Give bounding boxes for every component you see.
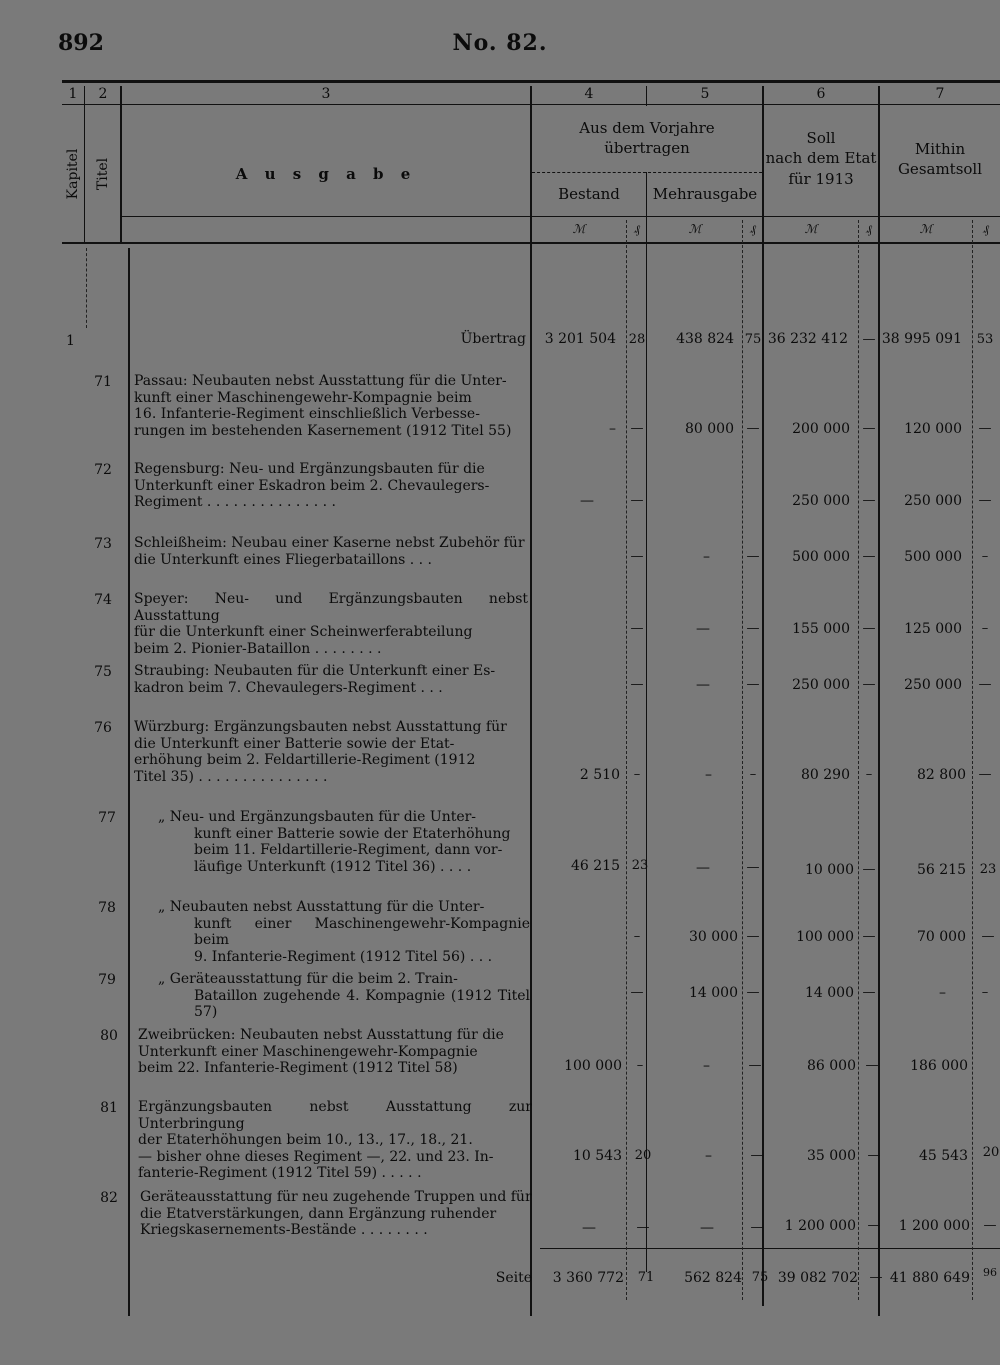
row-soll-pf: — bbox=[867, 1218, 881, 1233]
row-mehr-pf: — bbox=[746, 929, 760, 944]
row-mehr: — bbox=[696, 860, 710, 876]
row-desc-line: Zweibrücken: Neubauten nebst Ausstattung für die bbox=[138, 1027, 504, 1043]
uebertrag-bestand: 3 201 504 bbox=[544, 331, 616, 347]
seite-label: Seite bbox=[495, 1270, 532, 1286]
pf4-dash bbox=[626, 220, 627, 1300]
seite-soll: 39 082 702 bbox=[777, 1270, 858, 1286]
titel-number: 81 bbox=[100, 1100, 118, 1116]
row-gesamt: 186 000 bbox=[910, 1058, 968, 1074]
row-soll-pf: — bbox=[862, 929, 876, 944]
row-soll-pf: – bbox=[865, 767, 873, 782]
row-bestand: – bbox=[609, 421, 616, 437]
row-gesamt: 125 000 bbox=[904, 621, 962, 637]
row-bestand-pf: – bbox=[633, 767, 641, 782]
row-desc-line: beim 2. Pionier-Bataillon . . . . . . . . bbox=[134, 640, 382, 657]
row-gesamt-pf: — bbox=[981, 929, 995, 944]
row-mehr: – bbox=[705, 1148, 712, 1164]
row-gesamt: 70 000 bbox=[917, 929, 966, 945]
row-mehr: 80 000 bbox=[685, 421, 734, 437]
row-desc-line: kunft einer Maschinengewehr-Kompagnie beim bbox=[194, 915, 530, 948]
titel-number: 79 bbox=[98, 972, 116, 988]
col-number: 2 bbox=[98, 86, 108, 102]
row-desc-line: Passau: Neubauten nebst Ausstattung für die Unter- bbox=[134, 373, 507, 389]
row-bestand-pf: — bbox=[630, 677, 644, 692]
row-desc-line: „ Neubauten nebst Ausstattung für die Unter- bbox=[158, 899, 485, 915]
table-row bbox=[158, 971, 530, 988]
row-gesamt: 56 215 bbox=[917, 862, 966, 878]
ausgabe-header: A u s g a b e bbox=[235, 165, 417, 183]
row-desc-line: Schleißheim: Neubau einer Kaserne nebst Zubehör für bbox=[134, 535, 525, 551]
row-desc-line: erhöhung beim 2. Feldartillerie-Regiment (1912 bbox=[134, 752, 476, 768]
row-desc-line: Straubing: Neubauten für die Unterkunft einer Es- bbox=[134, 663, 496, 679]
seite-mehr-pf: 75 bbox=[751, 1270, 769, 1285]
kapitel-header: Kapitel bbox=[65, 148, 81, 200]
titel-number: 80 bbox=[100, 1028, 118, 1044]
row-bestand-pf: — bbox=[630, 493, 644, 508]
row-gesamt-pf: — bbox=[978, 493, 992, 508]
row-desc-line: die Unterkunft eines Fliegerbataillons . . . bbox=[134, 551, 433, 568]
row-desc-line: der Etaterhöhungen beim 10., 13., 17., 18., 21. bbox=[138, 1132, 473, 1148]
row-soll: 500 000 bbox=[792, 549, 850, 565]
titel-number: 71 bbox=[94, 374, 112, 390]
titel-number: 76 bbox=[94, 720, 112, 736]
row-bestand: 10 543 bbox=[573, 1148, 622, 1164]
table-row bbox=[140, 1189, 532, 1239]
row-desc-line: Bataillon zugehende 4. Kompagnie (1912 Titel 57) bbox=[194, 987, 530, 1020]
row-desc-line: läufige Unterkunft (1912 Titel 36) . . . . bbox=[194, 858, 472, 875]
page-number: 892 bbox=[58, 30, 104, 56]
row-mehr-pf: – bbox=[749, 767, 757, 782]
row-soll-pf: — bbox=[862, 862, 876, 877]
row-gesamt-pf: – bbox=[981, 621, 989, 636]
desc-left-rule bbox=[128, 248, 130, 1316]
table-row bbox=[138, 1099, 532, 1182]
col-number: 4 bbox=[584, 86, 594, 102]
row-gesamt-pf: – bbox=[981, 985, 989, 1000]
row-gesamt: 120 000 bbox=[904, 421, 962, 437]
row-desc-line: kunft einer Batterie sowie der Etaterhöhung bbox=[194, 825, 511, 842]
row-mehr-pf: — bbox=[746, 621, 760, 636]
row-soll: 155 000 bbox=[792, 621, 850, 637]
row-mehr: – bbox=[703, 549, 710, 565]
row-desc-line: Würzburg: Ergänzungsbauten nebst Ausstattung für bbox=[134, 719, 507, 735]
row-gesamt: 250 000 bbox=[904, 677, 962, 693]
pfennig-unit: ₰ bbox=[983, 222, 989, 236]
row-mehr: 14 000 bbox=[689, 985, 738, 1001]
mark-unit: ℳ bbox=[919, 222, 933, 236]
row-mehr: 30 000 bbox=[689, 929, 738, 945]
row-mehr-pf: — bbox=[746, 421, 760, 436]
vorjahr-rule bbox=[532, 172, 762, 173]
table-row bbox=[158, 899, 530, 916]
table-row-cont bbox=[194, 916, 530, 966]
table-row bbox=[134, 591, 528, 657]
row-gesamt: 45 543 bbox=[919, 1148, 968, 1164]
row-soll-pf: — bbox=[862, 421, 876, 436]
row-desc-line: Ergänzungsbauten nebst Ausstattung zur Unterbringung bbox=[138, 1099, 532, 1132]
row-desc-line: beim 22. Infanterie-Regiment (1912 Titel 58) bbox=[138, 1060, 458, 1076]
col-divider-4a bbox=[646, 86, 647, 106]
pf5-dash bbox=[742, 220, 743, 1300]
uebertrag-gesamt: 38 995 091 bbox=[881, 331, 962, 347]
row-gesamt-pf: 23 bbox=[979, 862, 997, 877]
mark-unit: ℳ bbox=[688, 222, 702, 236]
table-row-cont bbox=[194, 988, 530, 1021]
row-soll: 86 000 bbox=[807, 1058, 856, 1074]
row-desc-line: Titel 35) . . . . . . . . . . . . . . . bbox=[134, 768, 328, 785]
col-number: 5 bbox=[700, 86, 710, 102]
row-bestand: 100 000 bbox=[564, 1058, 622, 1074]
row-soll-pf: — bbox=[865, 1058, 879, 1073]
uebertrag-mehr-pf: 75 bbox=[744, 332, 762, 347]
col-number: 7 bbox=[935, 86, 945, 102]
uebertrag-soll-pf: — bbox=[862, 332, 876, 347]
row-mehr-pf: — bbox=[748, 1058, 762, 1073]
col-number: 3 bbox=[321, 86, 331, 102]
row-desc-line: kunft einer Maschinengewehr-Kompagnie beim bbox=[134, 389, 472, 406]
row-mehr-pf: — bbox=[750, 1148, 764, 1163]
kapitel-number: 1 bbox=[66, 333, 75, 349]
titel-number: 78 bbox=[98, 900, 116, 916]
row-soll: 14 000 bbox=[805, 985, 854, 1001]
row-desc-line: „ Neu- und Ergänzungsbauten für die Unter- bbox=[158, 809, 477, 825]
row-desc-line: Kriegskasernements-Bestände . . . . . . . . bbox=[140, 1222, 428, 1238]
row-soll-pf: — bbox=[867, 1148, 881, 1163]
page-title: No. 82. bbox=[452, 30, 548, 56]
row-gesamt: 82 800 bbox=[917, 767, 966, 783]
row-soll-pf: — bbox=[862, 549, 876, 564]
pf7-dash bbox=[972, 220, 973, 1300]
row-mehr: — bbox=[696, 621, 710, 637]
row-gesamt: 1 200 000 bbox=[898, 1218, 970, 1234]
row-bestand: — bbox=[582, 1220, 596, 1236]
titel-number: 77 bbox=[98, 810, 116, 826]
titel-number: 73 bbox=[94, 536, 112, 552]
table-row-cont bbox=[194, 826, 530, 876]
row-desc-line: die Etatverstärkungen, dann Ergänzung ruhender bbox=[140, 1205, 497, 1222]
row-bestand-pf: 20 bbox=[634, 1148, 652, 1163]
row-gesamt-pf: – bbox=[981, 549, 989, 564]
row-bestand: 2 510 bbox=[579, 767, 620, 783]
row-bestand-pf: – bbox=[633, 929, 641, 944]
row-bestand-pf: — bbox=[636, 1220, 650, 1235]
uebertrag-soll: 36 232 412 bbox=[767, 331, 848, 347]
row-gesamt-pf: — bbox=[978, 767, 992, 782]
row-desc-line: Regiment . . . . . . . . . . . . . . . bbox=[134, 494, 336, 510]
row-gesamt-pf: 20 bbox=[982, 1145, 1000, 1160]
col-divider-5 bbox=[762, 86, 764, 1306]
row-desc-line: beim 11. Feldartillerie-Regiment, dann vor- bbox=[194, 842, 503, 858]
titel-number: 74 bbox=[94, 592, 112, 608]
seite-bestand: 3 360 772 bbox=[552, 1270, 624, 1286]
table-row bbox=[134, 663, 528, 696]
row-desc-line: Unterkunft einer Eskadron beim 2. Chevaulegers- bbox=[134, 477, 490, 494]
row-soll: 250 000 bbox=[792, 677, 850, 693]
row-soll: 200 000 bbox=[792, 421, 850, 437]
row-desc-line: Regensburg: Neu- und Ergänzungsbauten für die bbox=[134, 461, 485, 477]
table-row bbox=[158, 809, 530, 826]
seite-soll-pf: — bbox=[869, 1270, 883, 1285]
row-bestand-pf: 23 bbox=[631, 858, 649, 873]
row-bestand-pf: — bbox=[630, 421, 644, 436]
top-rule bbox=[62, 80, 1000, 83]
pfennig-unit: ₰ bbox=[634, 222, 640, 236]
uebertrag-bestand-pf: 28 bbox=[628, 332, 646, 347]
titel-header: Titel bbox=[95, 157, 111, 191]
row-soll: 35 000 bbox=[807, 1148, 856, 1164]
bestand-header: Bestand bbox=[558, 185, 620, 203]
row-mehr: – bbox=[705, 767, 712, 783]
seite-bestand-pf: 71 bbox=[637, 1270, 655, 1285]
row-soll: 80 290 bbox=[801, 767, 850, 783]
row-gesamt: 250 000 bbox=[904, 493, 962, 509]
row-bestand: 46 215 bbox=[571, 858, 620, 874]
row-gesamt-pf: — bbox=[983, 1218, 997, 1233]
uebertrag-mehr: 438 824 bbox=[676, 331, 734, 347]
row-desc-line: Unterkunft einer Maschinengewehr-Kompagnie bbox=[138, 1043, 478, 1060]
col-number: 6 bbox=[816, 86, 826, 102]
row-mehr-pf: — bbox=[746, 677, 760, 692]
mithin-header-line1: Mithin bbox=[914, 140, 966, 158]
row-gesamt: – bbox=[939, 985, 946, 1001]
row-desc-line: fanterie-Regiment (1912 Titel 59) . . . . . bbox=[138, 1165, 422, 1181]
row-desc-line: — bisher ohne dieses Regiment —, 22. und 23. In- bbox=[138, 1148, 494, 1165]
uebertrag-gesamt-pf: 53 bbox=[976, 332, 994, 347]
seite-mehr: 562 824 bbox=[684, 1270, 742, 1286]
row-desc-line: kadron beim 7. Chevaulegers-Regiment . . . bbox=[134, 679, 443, 696]
row-soll-pf: — bbox=[862, 493, 876, 508]
seite-gesamt-pf: 96 bbox=[983, 1266, 997, 1279]
col-divider-1 bbox=[84, 86, 85, 242]
table-row bbox=[134, 535, 528, 568]
row-soll: 10 000 bbox=[805, 862, 854, 878]
mithin-header-line2: Gesamtsoll bbox=[897, 160, 983, 178]
row-mehr: – bbox=[703, 1058, 710, 1074]
seite-gesamt: 41 880 649 bbox=[889, 1270, 970, 1286]
kapitel-dash bbox=[86, 248, 87, 328]
pfennig-unit: ₰ bbox=[866, 222, 872, 236]
titel-number: 75 bbox=[94, 664, 112, 680]
row-desc-line: „ Geräteausstattung für die beim 2. Train- bbox=[158, 971, 458, 987]
row-gesamt-pf: — bbox=[978, 421, 992, 436]
row-desc-line: die Unterkunft einer Batterie sowie der Etat- bbox=[134, 735, 455, 752]
row-mehr-pf: — bbox=[750, 1220, 764, 1235]
row-bestand-pf: — bbox=[630, 621, 644, 636]
row-desc-line: für die Unterkunft einer Scheinwerferabteilung bbox=[134, 624, 473, 640]
row-soll-pf: — bbox=[862, 677, 876, 692]
pf6-dash bbox=[858, 220, 859, 1300]
row-bestand-pf: — bbox=[630, 549, 644, 564]
row-mehr-pf: — bbox=[746, 860, 760, 875]
row-mehr-pf: — bbox=[746, 549, 760, 564]
row-desc-line: 9. Infanterie-Regiment (1912 Titel 56) . . . bbox=[194, 948, 493, 965]
vorjahr-header-line2: übertragen bbox=[604, 139, 690, 157]
table-row bbox=[134, 461, 528, 511]
row-mehr: — bbox=[700, 1220, 714, 1236]
row-bestand-pf: – bbox=[636, 1058, 644, 1073]
row-bestand-pf: — bbox=[630, 985, 644, 1000]
sum-rule bbox=[540, 1248, 1000, 1249]
col-number: 1 bbox=[68, 86, 78, 102]
row-soll-pf: — bbox=[862, 985, 876, 1000]
mark-unit: ℳ bbox=[572, 222, 586, 236]
soll-header-line2: nach dem Etat bbox=[765, 149, 877, 167]
row-gesamt: 500 000 bbox=[904, 549, 962, 565]
col-divider-6 bbox=[878, 86, 880, 1316]
row-soll: 100 000 bbox=[796, 929, 854, 945]
row-soll-pf: — bbox=[862, 621, 876, 636]
row-desc-line: Speyer: Neu- und Ergänzungsbauten nebst Ausstattung bbox=[134, 591, 528, 624]
row-gesamt-pf: — bbox=[978, 677, 992, 692]
row-desc-line: rungen im bestehenden Kasernement (1912 Titel 55) bbox=[134, 422, 512, 439]
row-soll: 250 000 bbox=[792, 493, 850, 509]
vorjahr-header-line1: Aus dem Vorjahre bbox=[579, 119, 715, 137]
pfennig-unit: ₰ bbox=[750, 222, 756, 236]
row-soll: 1 200 000 bbox=[784, 1218, 856, 1234]
row-mehr: — bbox=[696, 677, 710, 693]
table-row bbox=[134, 719, 528, 785]
soll-header-line3: für 1913 bbox=[788, 170, 854, 188]
table-row bbox=[138, 1027, 530, 1077]
unit-rule bbox=[122, 216, 1000, 217]
titel-number: 72 bbox=[94, 462, 112, 478]
mark-unit: ℳ bbox=[804, 222, 818, 236]
soll-header-line1: Soll bbox=[806, 129, 836, 147]
row-bestand: — bbox=[580, 493, 594, 509]
titel-number: 82 bbox=[100, 1190, 118, 1206]
table-row bbox=[134, 373, 528, 439]
row-mehr-pf: — bbox=[746, 985, 760, 1000]
row-desc-line: 16. Infanterie-Regiment einschließlich Verbesse- bbox=[134, 406, 480, 422]
uebertrag-label: Übertrag bbox=[460, 331, 526, 347]
row-desc-line: Geräteausstattung für neu zugehende Truppen und für bbox=[140, 1189, 532, 1205]
mehrausgabe-header: Mehrausgabe bbox=[652, 185, 758, 203]
